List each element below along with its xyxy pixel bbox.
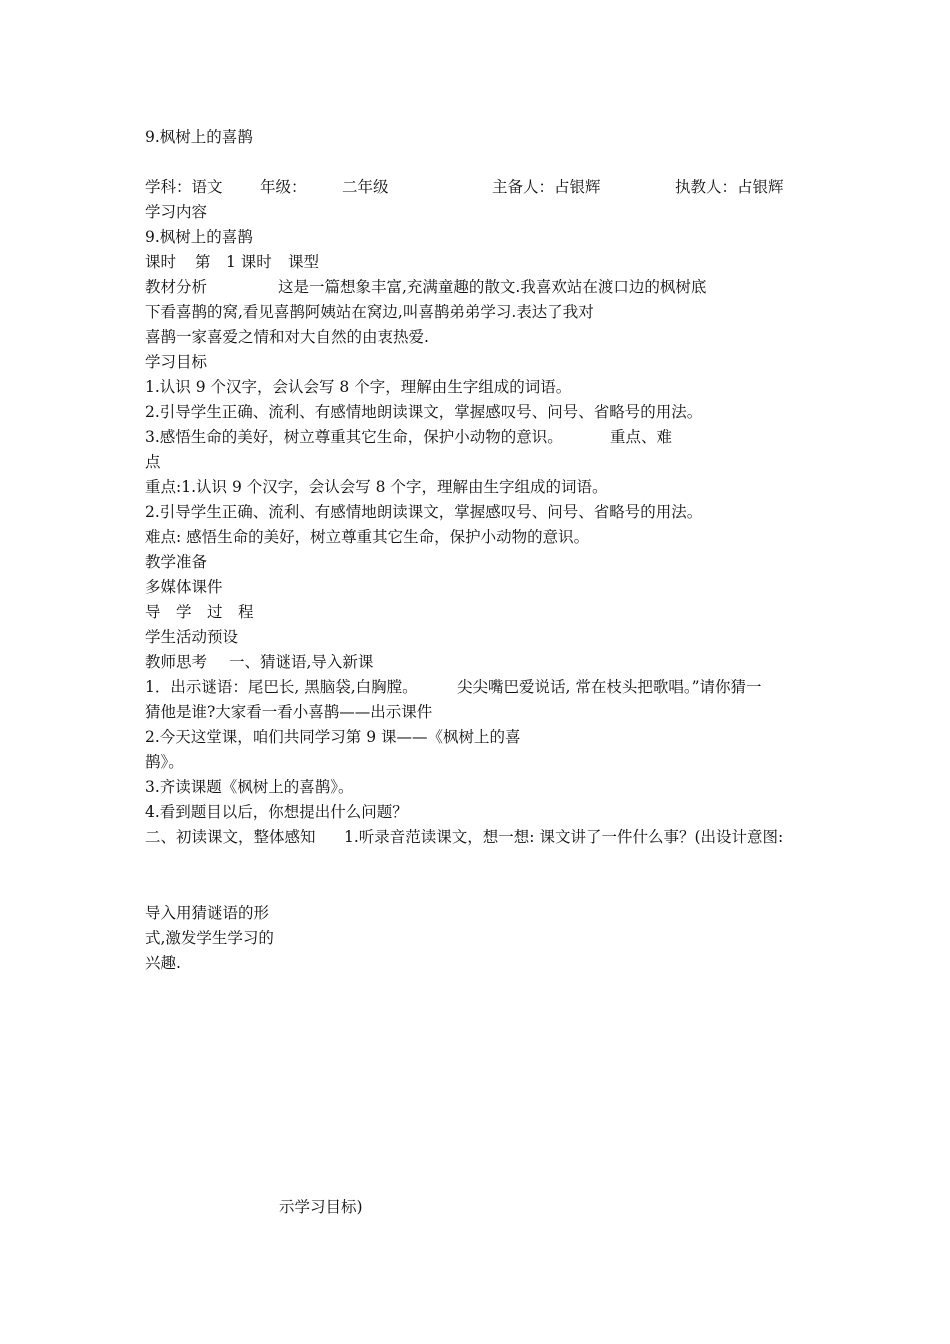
period-value: 第 1 课时 [195, 253, 272, 271]
goal-item [145, 426, 672, 448]
teacher: 执教人：占银辉 [675, 178, 784, 196]
analysis-text: 喜鹊一家喜爱之情和对大自然的由衷热爱. [145, 328, 429, 346]
step-item: 4.看到题目以后，你想提出什么问题？ [145, 803, 408, 821]
teacher-section-row [145, 651, 373, 673]
step-item: 3.齐读课题《枫树上的喜鹊》。 [145, 778, 354, 796]
goal-text: 3.感悟生命的美好，树立尊重其它生命，保护小动物的意识。 [145, 428, 563, 446]
section-title: 一、猜谜语,导入新课 [229, 653, 374, 671]
grade-label: 年级： [260, 178, 307, 196]
goal-item: 1.认识 9 个汉字，会认会写 8 个字，理解由生字组成的词语。 [145, 378, 572, 396]
step-item: 1.听录音范读课文，想一想: 课文讲了一件什么事？(出设计意图: [344, 828, 784, 846]
difficulty-point: 难点: 感悟生命的美好，树立尊重其它生命，保护小动物的意识。 [145, 528, 590, 546]
prep-value: 多媒体课件 [145, 578, 223, 596]
design-intent: 式,激发学生学习的 [145, 929, 274, 947]
analysis-text: 这是一篇想象丰富,充满童趣的散文.我喜欢站在渡口边的枫树底 [278, 278, 707, 296]
grade: 二年级 [342, 178, 389, 196]
design-intent: 导入用猜谜语的形 [145, 904, 270, 922]
analysis-label: 教材分析 [145, 278, 208, 296]
key-points-heading: 重点、难 [610, 428, 673, 446]
key-point: 2.引导学生正确、流利、有感情地朗读课文，掌握感叹号、问号、省略号的用法。 [145, 503, 703, 521]
meta-row [145, 176, 784, 198]
period-type-label: 课型 [288, 253, 320, 271]
design-intent: 兴趣. [145, 954, 181, 972]
prep-label: 教学准备 [145, 553, 208, 571]
key-point: 重点:1.认识 9 个汉字，会认会写 8 个字，理解由生字组成的词语。 [145, 478, 608, 496]
document-title: 9.枫树上的喜鹊 [145, 128, 253, 146]
student-activity-label: 学生活动预设 [145, 628, 239, 646]
step-item [145, 676, 762, 698]
riddle-text: 1．出示谜语：尾巴长, 黑脑袋,白胸膛。 [145, 678, 418, 696]
section-title: 二、初读课文，整体感知 [145, 828, 316, 846]
content-label: 学习内容 [145, 203, 208, 221]
step-item: 猜他是谁?大家看一看小喜鹊——出示课件 [145, 703, 433, 721]
preparer: 主备人：占银辉 [492, 178, 601, 196]
period-label: 课时 [145, 253, 177, 271]
analysis-text: 下看喜鹊的窝,看见喜鹊阿姨站在窝边,叫喜鹊弟弟学习.表达了我对 [145, 303, 594, 321]
riddle-text: 尖尖嘴巴爱说话, 常在枝头把歌唱。”请你猜一 [457, 678, 762, 696]
step-item: 2.今天这堂课，咱们共同学习第 9 课——《枫树上的喜 [145, 728, 521, 746]
content-title: 9.枫树上的喜鹊 [145, 228, 253, 246]
analysis-row [145, 276, 706, 298]
goals-label: 学习目标 [145, 353, 208, 371]
teacher-thinking-label: 教师思考 [145, 653, 208, 671]
process-label: 导 学 过 程 [145, 603, 254, 621]
step-item-continued: 示学习目标) [279, 1198, 363, 1216]
goal-item: 2.引导学生正确、流利、有感情地朗读课文，掌握感叹号、问号、省略号的用法。 [145, 403, 703, 421]
period-row [145, 251, 319, 273]
key-points-heading-wrap: 点 [145, 453, 161, 471]
step-item: 鹊》。 [145, 753, 184, 771]
section-two-row [145, 826, 783, 848]
subject: 学科：语文 [145, 178, 223, 196]
